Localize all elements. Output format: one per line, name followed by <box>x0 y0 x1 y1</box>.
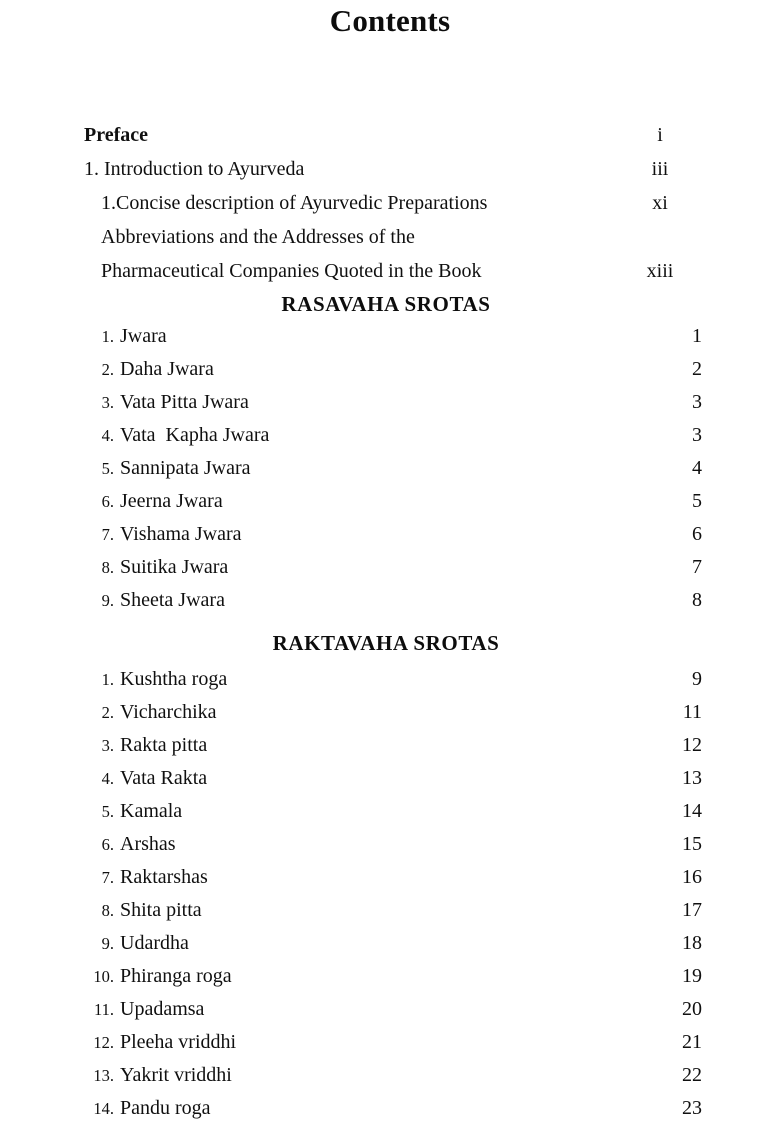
toc-entry-title: Daha Jwara <box>120 358 214 380</box>
toc-entry[interactable] <box>0 828 780 861</box>
toc-entry-number: 3. <box>101 736 114 755</box>
toc-entry-number: 6. <box>101 492 114 511</box>
toc-entry-label: Preface <box>84 124 149 146</box>
toc-page-number: 22 <box>682 1064 702 1086</box>
toc-entry-number: 8. <box>101 901 114 920</box>
table-of-contents <box>0 118 780 1125</box>
toc-entry[interactable] <box>0 663 780 696</box>
toc-page-number: 4 <box>692 457 702 479</box>
toc-entry[interactable] <box>0 1092 780 1125</box>
toc-entry-title: Pandu roga <box>120 1097 211 1119</box>
toc-entry[interactable] <box>0 386 780 419</box>
toc-entry[interactable] <box>0 152 780 186</box>
toc-entry-number: 4. <box>101 769 114 788</box>
toc-entry-number: 1. <box>101 327 114 346</box>
toc-entry-number: 3. <box>101 393 114 412</box>
toc-entry-title: Raktarshas <box>120 866 208 888</box>
toc-entry[interactable] <box>0 452 780 485</box>
toc-entry[interactable] <box>0 254 780 288</box>
toc-entry-number: 5. <box>101 802 114 821</box>
toc-page-number: 21 <box>682 1031 702 1053</box>
section-list <box>0 288 780 1125</box>
toc-page-number: 19 <box>682 965 702 987</box>
toc-entry-number: 2. <box>101 703 114 722</box>
toc-entry-title: Sannipata Jwara <box>120 457 251 479</box>
toc-entry[interactable] <box>0 320 780 353</box>
toc-entry-title: Suitika Jwara <box>120 556 229 578</box>
toc-entry[interactable] <box>0 795 780 828</box>
toc-entry-title: Kushtha roga <box>120 668 228 690</box>
toc-entry-title: Shita pitta <box>120 899 202 921</box>
toc-page-number: 9 <box>692 668 702 690</box>
toc-entry-title: Yakrit vriddhi <box>120 1064 232 1086</box>
toc-entry-number: 9. <box>101 591 114 610</box>
toc-entry[interactable] <box>0 1059 780 1092</box>
toc-entry-title: Jwara <box>120 325 167 347</box>
toc-entry[interactable] <box>0 220 780 254</box>
toc-page-number: 3 <box>692 391 702 413</box>
toc-page-number: 17 <box>682 899 702 921</box>
toc-entry[interactable] <box>0 584 780 617</box>
section-heading: RASAVAHA SROTAS <box>281 292 491 316</box>
toc-entry-title: Rakta pitta <box>120 734 208 756</box>
toc-entry-number: 12. <box>93 1033 114 1052</box>
toc-page-number: 20 <box>682 998 702 1020</box>
toc-entry[interactable] <box>0 551 780 584</box>
toc-entry-label: 1. Introduction to Ayurveda <box>84 158 305 180</box>
toc-entry-number: 8. <box>101 558 114 577</box>
toc-entry-title: Upadamsa <box>120 998 205 1020</box>
toc-page-number: 16 <box>682 866 702 888</box>
section-heading: RAKTAVAHA SROTAS <box>272 631 500 655</box>
toc-page-number: 13 <box>682 767 702 789</box>
toc-entry-label: Pharmaceutical Companies Quoted in the Book <box>101 260 482 282</box>
toc-entry-number: 14. <box>93 1099 114 1118</box>
toc-entry[interactable] <box>0 729 780 762</box>
toc-page-number: 3 <box>692 424 702 446</box>
toc-entry[interactable] <box>0 118 780 152</box>
toc-entry-number: 5. <box>101 459 114 478</box>
toc-entry[interactable] <box>0 485 780 518</box>
toc-entry-number: 13. <box>93 1066 114 1085</box>
toc-entry-number: 2. <box>101 360 114 379</box>
toc-entry[interactable] <box>0 993 780 1026</box>
toc-entry[interactable] <box>0 762 780 795</box>
toc-page-number: 7 <box>692 556 702 578</box>
toc-entry-title: Sheeta Jwara <box>120 589 225 611</box>
toc-entry-number: 10. <box>93 967 114 986</box>
toc-page-number: 15 <box>682 833 702 855</box>
toc-entry-label: Abbreviations and the Addresses of the <box>101 226 415 248</box>
toc-entry-title: Kamala <box>120 800 183 822</box>
toc-entry[interactable] <box>0 1026 780 1059</box>
toc-page-number: xiii <box>646 260 674 282</box>
page-title: Contents <box>329 3 451 38</box>
toc-entry-number: 1. <box>101 670 114 689</box>
toc-entry-number: 11. <box>93 1000 114 1019</box>
toc-page-number: 11 <box>682 701 702 723</box>
toc-entry-title: Pleeha vriddhi <box>120 1031 237 1053</box>
toc-entry-title: Jeerna Jwara <box>120 490 223 512</box>
toc-entry[interactable] <box>0 927 780 960</box>
toc-page-number: 14 <box>682 800 702 822</box>
toc-entry[interactable] <box>0 419 780 452</box>
toc-entry-number: 7. <box>101 525 114 544</box>
toc-page-number: 1 <box>692 325 702 347</box>
toc-entry-number: 6. <box>101 835 114 854</box>
toc-page-number: 2 <box>692 358 702 380</box>
toc-entry[interactable] <box>0 861 780 894</box>
toc-page-number: xi <box>652 192 668 214</box>
toc-entry-title: Vishama Jwara <box>120 523 242 545</box>
toc-entry[interactable] <box>0 696 780 729</box>
toc-page-number: 8 <box>692 589 702 611</box>
toc-page-number: 18 <box>682 932 702 954</box>
toc-page-number: 5 <box>692 490 702 512</box>
toc-entry[interactable] <box>0 894 780 927</box>
toc-entry-title: Phiranga roga <box>120 965 232 987</box>
toc-entry-number: 4. <box>101 426 114 445</box>
toc-entry-title: Vata Pitta Jwara <box>120 391 249 413</box>
toc-entry[interactable] <box>0 960 780 993</box>
toc-entry[interactable] <box>0 353 780 386</box>
toc-page-number: 23 <box>682 1097 702 1119</box>
toc-entry-title: Arshas <box>120 833 176 855</box>
toc-entry-title: Vata Rakta <box>120 767 208 789</box>
toc-entry-number: 7. <box>101 868 114 887</box>
toc-page-number: i <box>657 124 663 146</box>
toc-page-number: iii <box>651 158 669 180</box>
toc-entry-number: 9. <box>101 934 114 953</box>
toc-entry-label: 1.Concise description of Ayurvedic Preparations <box>101 192 488 214</box>
front-matter-list <box>0 118 780 288</box>
toc-entry-title: Vicharchika <box>120 701 217 723</box>
toc-entry[interactable] <box>0 518 780 551</box>
toc-entry-title: Udardha <box>120 932 189 954</box>
toc-page-number: 12 <box>682 734 702 756</box>
toc-entry-title: Vata Kapha Jwara <box>120 424 270 446</box>
toc-page-number: 6 <box>692 523 702 545</box>
toc-entry[interactable] <box>0 186 780 220</box>
